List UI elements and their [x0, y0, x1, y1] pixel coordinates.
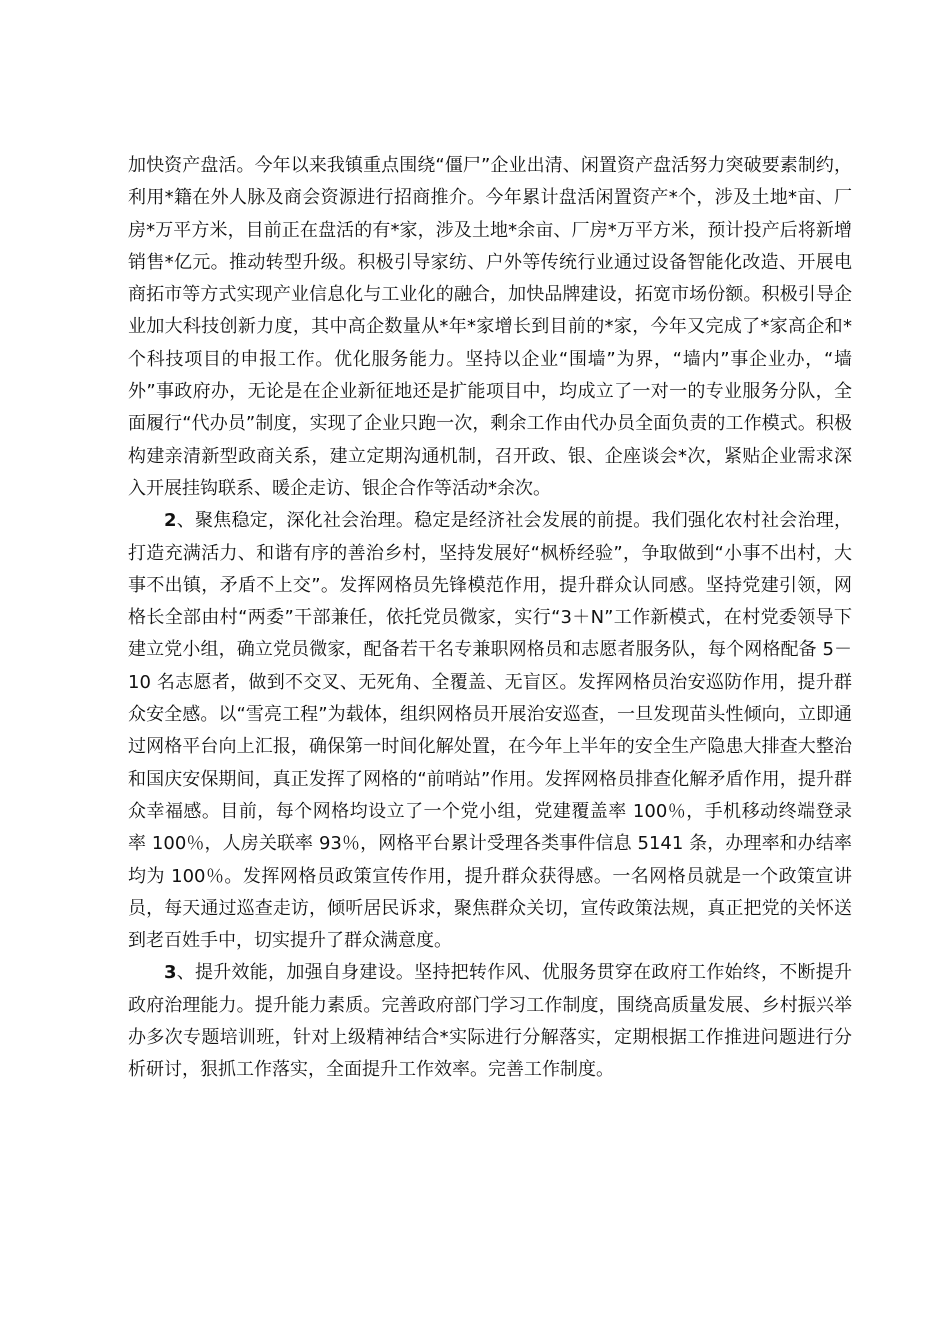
document-body	[128, 150, 852, 1087]
section-number: 3	[164, 962, 177, 984]
paragraph-self-building	[128, 957, 852, 1086]
section-number: 2	[164, 510, 177, 532]
paragraph-text: 、提升效能，加强自身建设。坚持把转作风、优服务贯穿在政府工作始终，不断提升政府治理能力。提升能力素质。完善政府部门学习工作制度，围绕高质量发展、乡村振兴举办多次专题培训班，针对上级精神结合*实际进行分解落实，定期根据工作推进问题进行分析研讨，狠抓工作落实，全面提升工作效率。完善工作制度。	[128, 962, 852, 1081]
paragraph-asset-revitalization	[128, 150, 852, 505]
paragraph-text: 、聚焦稳定，深化社会治理。稳定是经济社会发展的前提。我们强化农村社会治理，打造充满活力、和谐有序的善治乡村，坚持发展好“枫桥经验”，争取做到“小事不出村，大事不出镇，矛盾不上交”。发挥网格员先锋模范作用，提升群众认同感。坚持党建引领，网格长全部由村“两委”干部兼任，依托党员微家，实行“3＋N”工作新模式，在村党委领导下建立党小组，确立党员微家，配备若干名专兼职网格员和志愿者服务队，每个网格配备 5－10 名志愿者，做到不交叉、无死角、全覆盖、无盲区。发挥网格员治安巡防作用，提升群众安全感。以“雪亮工程”为载体，组织网格员开展治安巡查，一旦发现苗头性倾向，立即通过网格平台向上汇报，确保第一时间化解处置，在今年上半年的安全生产隐患大排查大整治和国庆安保期间，真正发挥了网格的“前哨站”作用。发挥网格员排查化解矛盾作用，提升群众幸福感。目前，每个网格均设立了一个党小组，党建覆盖率 100％，手机移动终端登录率 100％，人房关联率 93％，网格平台累计受理各类事件信息 5141 条，办理率和办结率均为 100％。发挥网格员政策宣传作用，提升群众获得感。一名网格员就是一个政策宣讲员，每天通过巡查走访，倾听居民诉求，聚焦群众关切，宣传政策法规，真正把党的关怀送到老百姓手中，切实提升了群众满意度。	[128, 510, 852, 952]
paragraph-text: 加快资产盘活。今年以来我镇重点围绕“僵尸”企业出清、闲置资产盘活努力突破要素制约，利用*籍在外人脉及商会资源进行招商推介。今年累计盘活闲置资产*个，涉及土地*亩、厂房*万平方米，目前正在盘活的有*家，涉及土地*余亩、厂房*万平方米，预计投产后将新增销售*亿元。推动转型升级。积极引导家纺、户外等传统行业通过设备智能化改造、开展电商拓市等方式实现产业信息化与工业化的融合，加快品牌建设，拓宽市场份额。积极引导企业加大科技创新力度，其中高企数量从*年*家增长到目前的*家，今年又完成了*家高企和*个科技项目的申报工作。优化服务能力。坚持以企业“围墙”为界，“墙内”事企业办，“墙外”事政府办，无论是在企业新征地还是扩能项目中，均成立了一对一的专业服务分队，全面履行“代办员”制度，实现了企业只跑一次，剩余工作由代办员全面负责的工作模式。积极构建亲清新型政商关系，建立定期沟通机制，召开政、银、企座谈会*次，紧贴企业需求深入开展挂钩联系、暖企走访、银企合作等活动*余次。	[128, 155, 852, 499]
paragraph-social-governance	[128, 505, 852, 957]
